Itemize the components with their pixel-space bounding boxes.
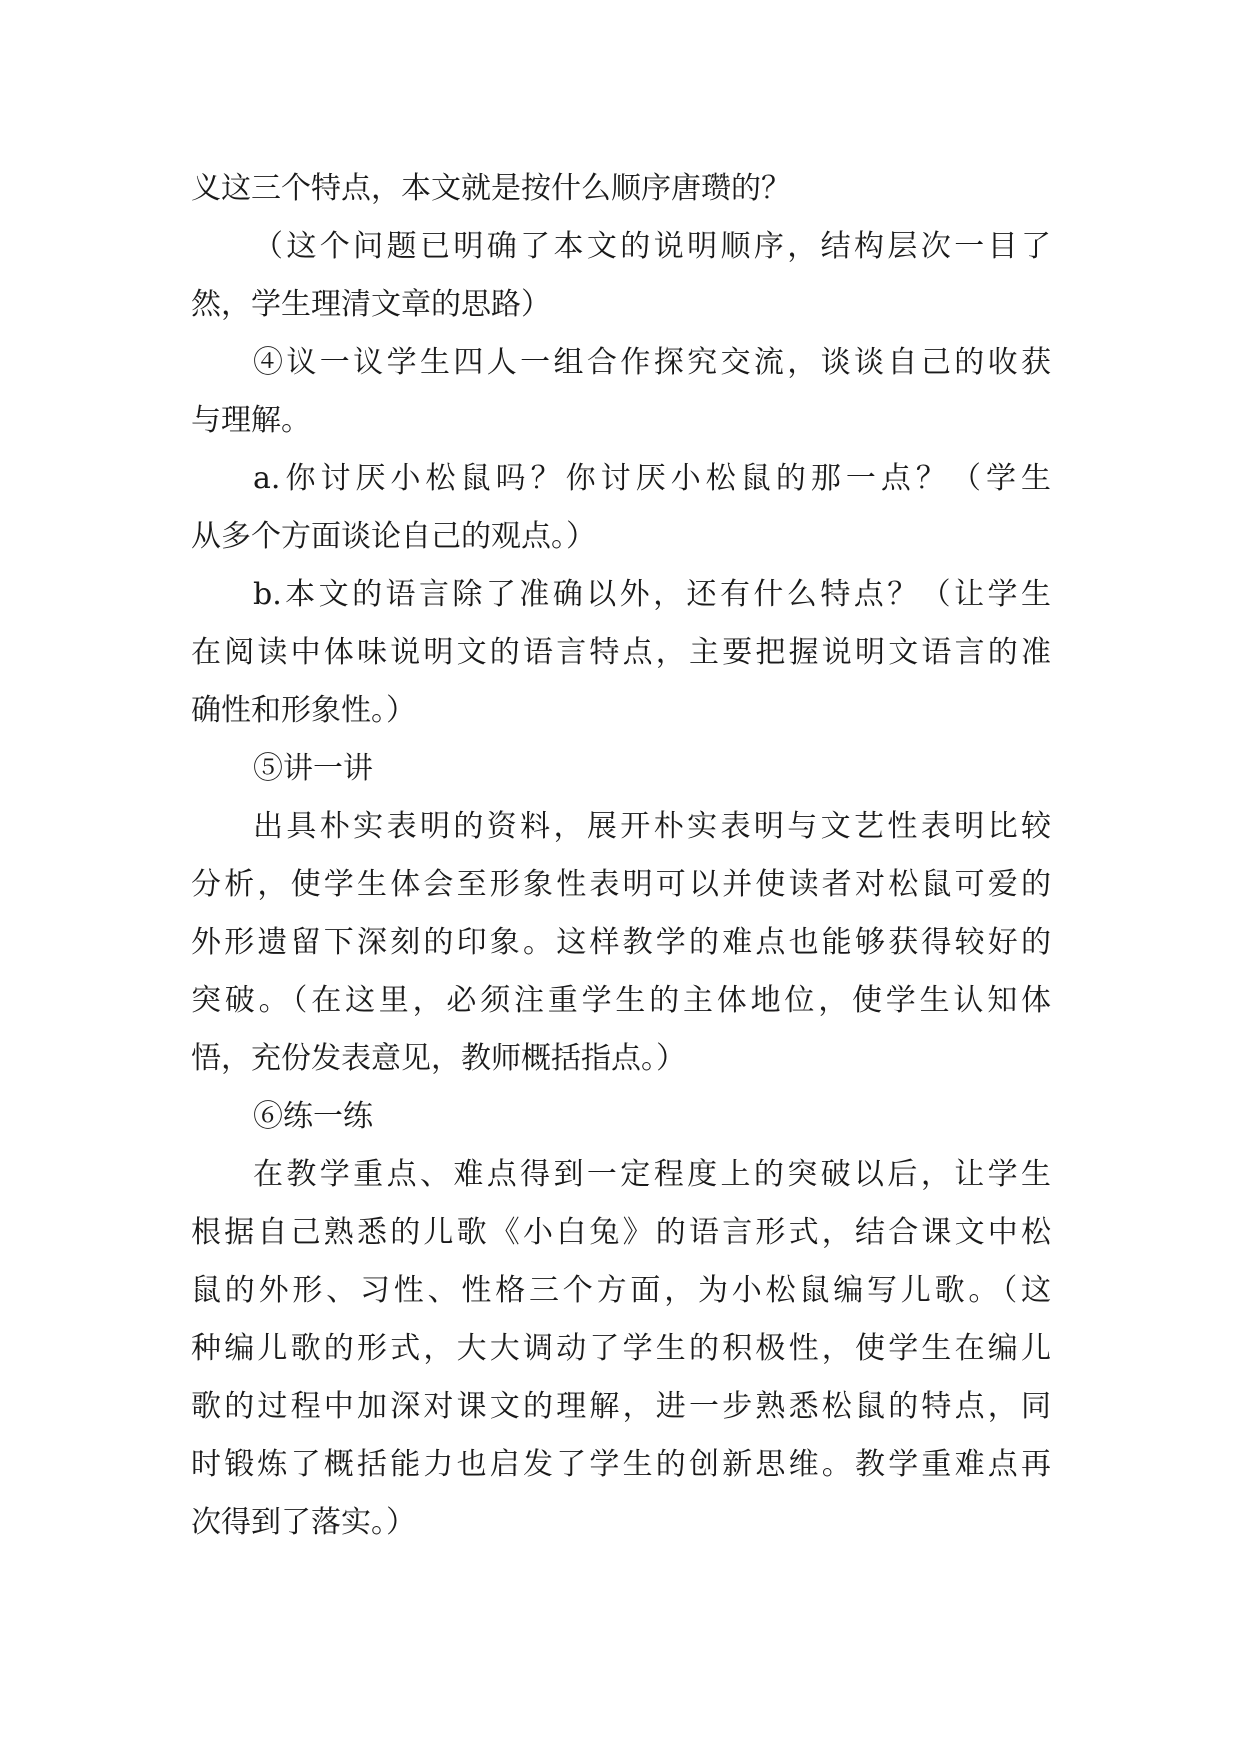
text-line: 次得到了落实。）	[191, 1505, 416, 1540]
text-line: 分析，使学生体会至形象性表明可以并使读者对松鼠可爱的	[191, 867, 1051, 902]
paragraph-first-line: b.本文的语言除了准确以外，还有什么特点？（让学生	[253, 577, 1051, 612]
text-line: 突破。（在这里，必须注重学生的主体地位，使学生认知体	[191, 983, 1051, 1018]
text-line: 外形遗留下深刻的印象。这样教学的难点也能够获得较好的	[191, 925, 1051, 960]
text-line: 与理解。	[191, 403, 311, 438]
section-heading: ⑤讲一讲	[253, 751, 373, 786]
text-line: 悟，充份发表意见，教师概括指点。）	[191, 1041, 686, 1076]
text-line: 歌的过程中加深对课文的理解，进一步熟悉松鼠的特点，同	[191, 1389, 1051, 1424]
text-line: 然，学生理清文章的思路）	[191, 287, 551, 322]
section-heading: ⑥练一练	[253, 1099, 373, 1134]
paragraph-first-line: 出具朴实表明的资料，展开朴实表明与文艺性表明比较	[253, 809, 1051, 844]
text-line: 鼠的外形、习性、性格三个方面，为小松鼠编写儿歌。（这	[191, 1273, 1051, 1308]
text-line: 在阅读中体味说明文的语言特点，主要把握说明文语言的准	[191, 635, 1051, 670]
paragraph-first-line: a.你讨厌小松鼠吗？你讨厌小松鼠的那一点？（学生	[253, 461, 1051, 496]
paragraph-first-line: （这个问题已明确了本文的说明顺序，结构层次一目了	[253, 229, 1051, 264]
text-line: 根据自己熟悉的儿歌《小白兔》的语言形式，结合课文中松	[191, 1215, 1051, 1250]
text-line: 时锻炼了概括能力也启发了学生的创新思维。教学重难点再	[191, 1447, 1051, 1482]
text-line: 确性和形象性。）	[191, 693, 416, 728]
text-line: 种编儿歌的形式，大大调动了学生的积极性，使学生在编儿	[191, 1331, 1051, 1366]
text-line: 义这三个特点，本文就是按什么顺序唐瓒的？	[191, 171, 791, 206]
paragraph-first-line: ④议一议学生四人一组合作探究交流，谈谈自己的收获	[253, 345, 1051, 380]
document-body	[191, 160, 1051, 1552]
paragraph-first-line: 在教学重点、难点得到一定程度上的突破以后，让学生	[253, 1157, 1051, 1192]
text-line: 从多个方面谈论自己的观点。）	[191, 519, 596, 554]
